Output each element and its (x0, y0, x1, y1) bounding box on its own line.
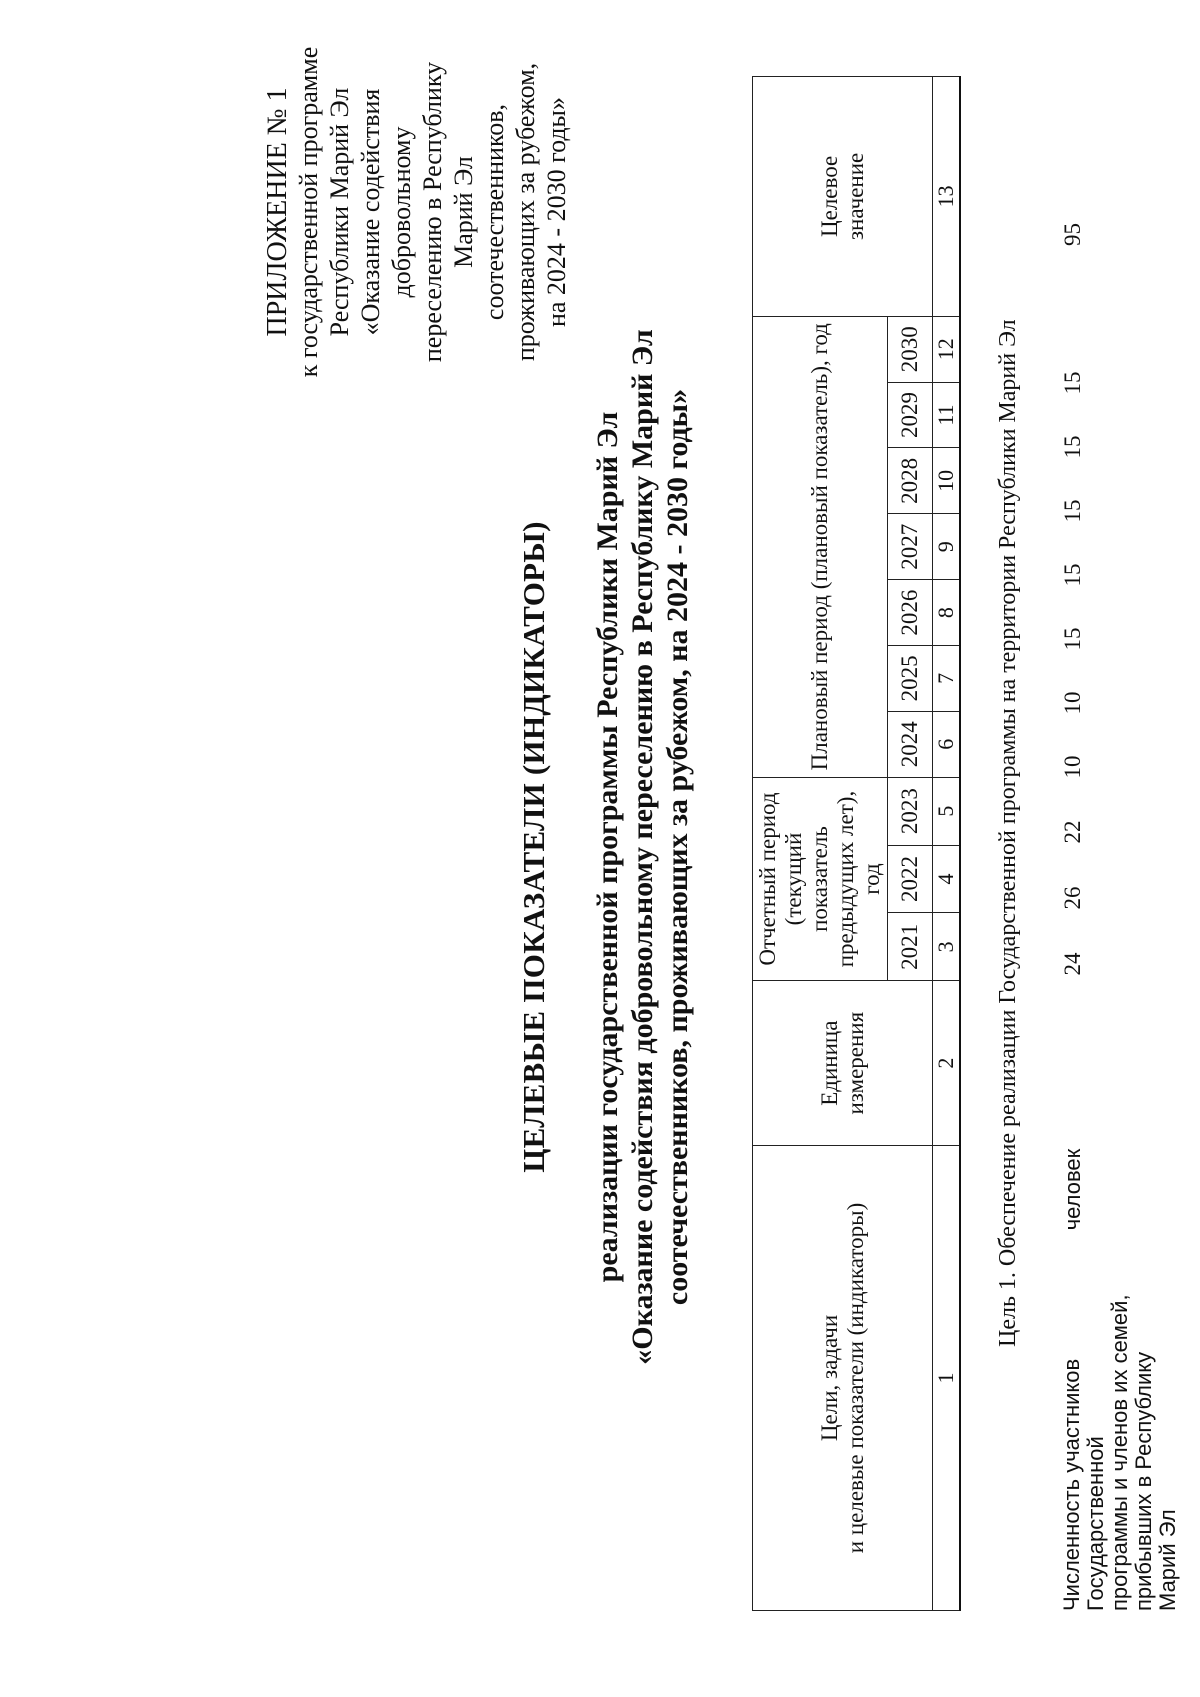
indicators-table (752, 76, 961, 1611)
header-unit: Единица измерения (753, 981, 933, 1146)
value-2027: 15 (1060, 563, 1085, 587)
value-2022: 26 (1060, 886, 1085, 910)
header-plan-period: Плановый период (плановый показатель), год (753, 316, 888, 777)
value-2028: 15 (1060, 499, 1085, 523)
year-cell: 2025 (888, 646, 933, 712)
column-number: 7 (933, 646, 961, 712)
value-2029: 15 (1060, 435, 1085, 459)
appendix-title: ПРИЛОЖЕНИЕ № 1 (262, 87, 293, 337)
value-target: 95 (1060, 223, 1085, 246)
subtitle-line: реализации государственной программы Республики Марий Эл (591, 411, 624, 1283)
column-number: 12 (933, 316, 961, 382)
column-number: 3 (933, 913, 961, 981)
goal-heading: Цель 1. Обеспечение реализации Государственной программы на территории Республики Марий Эл (995, 319, 1021, 1347)
year-cell: 2024 (888, 711, 933, 777)
document-title: ЦЕЛЕВЫЕ ПОКАЗАТЕЛИ (ИНДИКАТОРЫ) (516, 521, 551, 1173)
indicator-unit: человек (1060, 1148, 1085, 1231)
column-number: 5 (933, 777, 961, 845)
value-2025: 10 (1060, 691, 1085, 715)
appendix-line: переселению в Республику Марий Эл (418, 61, 478, 363)
appendix-line: к государственной программе (294, 46, 323, 378)
header-target: Целевое значение (753, 77, 933, 317)
value-2021: 24 (1060, 952, 1085, 976)
column-number: 13 (933, 77, 961, 317)
header-report-period: Отчетный период (текущий показатель предыдущих лет), год (753, 777, 888, 981)
column-number: 1 (933, 1145, 961, 1610)
year-cell: 2028 (888, 448, 933, 514)
column-number: 4 (933, 845, 961, 913)
column-number: 6 (933, 711, 961, 777)
header-goals: Цели, задачи и целевые показатели (индикаторы) (753, 1145, 933, 1610)
year-cell: 2023 (888, 777, 933, 845)
appendix-line: на 2024 - 2030 годы» (542, 96, 571, 328)
column-number: 10 (933, 448, 961, 514)
value-2023: 22 (1060, 820, 1085, 844)
year-cell: 2029 (888, 382, 933, 448)
column-number: 8 (933, 580, 961, 646)
appendix-line: «Оказание содействия добровольному (356, 88, 416, 336)
value-2024: 10 (1060, 755, 1085, 779)
indicator-label: Численность участников Государственной программы и членов их семей, прибывших в Республику Марий Эл (1059, 1294, 1180, 1611)
document-subtitle (590, 317, 695, 1377)
year-cell: 2022 (888, 845, 933, 913)
year-cell: 2027 (888, 514, 933, 580)
year-cell: 2021 (888, 913, 933, 981)
value-2026: 15 (1060, 627, 1085, 651)
appendix-line: Республики Марий Эл (325, 87, 354, 337)
indicator-values (1060, 0, 1090, 1697)
value-2030: 15 (1060, 371, 1085, 395)
year-cell: 2026 (888, 580, 933, 646)
column-number: 2 (933, 981, 961, 1146)
subtitle-line: «Оказание содействия добровольному переселению в Республику Марий Эл (626, 329, 659, 1365)
column-number: 9 (933, 514, 961, 580)
column-number: 11 (933, 382, 961, 448)
appendix-line: соотечественников, проживающих за рубежом, (480, 62, 540, 362)
subtitle-line: соотечественников, проживающих за рубежом, на 2024 - 2030 годы» (661, 388, 694, 1306)
year-cell: 2030 (888, 316, 933, 382)
